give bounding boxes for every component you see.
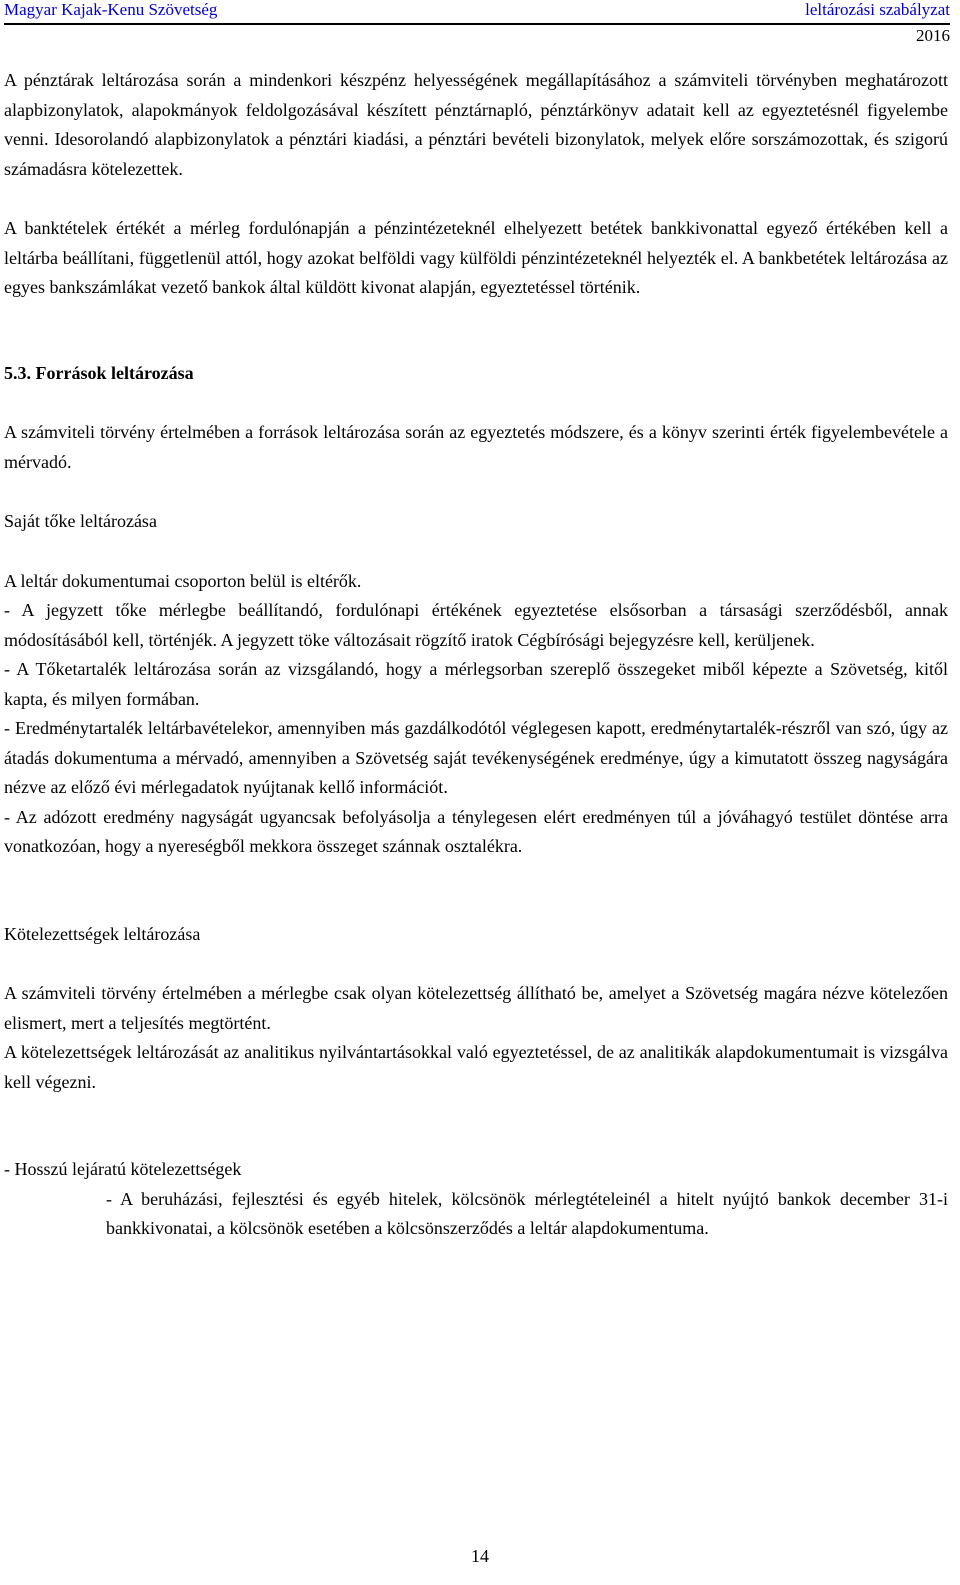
- equity-title: Saját tőke leltározása: [4, 511, 157, 531]
- document-body: [4, 66, 948, 1244]
- paragraph-bank-inventory: A banktételek értékét a mérleg fordulónapján a pénzintézeteknél elhelyezett betétek bankkivonattal egyező értékében kell a leltárba beállítani, függetlenül attól, hogy azokat belföldi vagy külföldi pénzintézeteknél helyezték el. A bankbetétek leltározása az egyes bankszámlákat vezető bankok által küldött kivonat alapján, egyeztetéssel történik.: [4, 218, 948, 297]
- paragraph-cash-inventory: A pénztárak leltározása során a mindenkori készpénz helyességének megállapításához a számviteli törvényben meghatározott alapbizonylatok, alapokmányok feldolgozásával készített pénztárnapló, pénztárkönyv adatait kell az egyeztetésnél figyelembe venni. Idesorolandó alapbizonylatok a pénztári kiadási, a pénztári bevételi bizonylatok, melyek előre sorszámozottak, és szigorú számadásra kötelezettek.: [4, 70, 948, 179]
- equity-line: A leltár dokumentumai csoporton belül is eltérők.: [4, 570, 362, 591]
- equity-item-capital-reserve: - A Tőketartalék leltározása során az vizsgálandó, hogy a mérlegsorban szereplő összegeket miből képezte a Szövetség, kitől kapta, és milyen formában.: [4, 659, 948, 709]
- equity-item-subscribed-capital: - A jegyzett tőke mérlegbe beállítandó, fordulónapi értékének egyeztetése elsősorban a társasági szerződésből, annak módosításából kell, történjék. A jegyzett töke változásait rögzítő iratok Cégbírósági bejegyzésre kell, kerüljenek.: [4, 600, 948, 650]
- long-term-liabilities-title: - Hosszú lejáratú kötelezettségek: [4, 1159, 242, 1179]
- header-divider: [4, 23, 950, 25]
- long-term-liabilities-item: - A beruházási, fejlesztési és egyéb hitelek, kölcsönök mérlegtételeinél a hitelt nyújtó bankok december 31-i bankkivonatai, a kölcsönök esetében a kölcsönszerződés a leltár alapdokumentuma.: [106, 1188, 948, 1238]
- liabilities-paragraph-1: A számviteli törvény értelmében a mérlegbe csak olyan kötelezettség állítható be, amelyet a Szövetség magára nézve kötelezően elismert, mert a teljesítés megtörtént.: [4, 983, 948, 1033]
- header-year: 2016: [916, 26, 950, 45]
- equity-item-after-tax-result: - Az adózott eredmény nagyságát ugyancsak befolyásolja a ténylegesen elért eredményen túl a jóváhagyó testület döntése arra vonatkozóan, hogy a nyereségből mekkora összeget szánnak osztalékra.: [4, 806, 948, 856]
- section-heading: 5.3. Források leltározása: [4, 362, 194, 383]
- section-intro: A számviteli törvény értelmében a források leltározása során az egyeztetés módszere, és a könyv szerinti érték figyelembevétele a mérvadó.: [4, 422, 948, 472]
- equity-item-retained-earnings: - Eredménytartalék leltárbavételekor, amennyiben más gazdálkodótól véglegesen kapott, eredménytartalék-részről van szó, úgy az átadás dokumentuma a mérvadó, amennyiben a Szövetség saját tevékenységének eredménye, úgy a kimutatott összeg nagyságára nézve az előző évi mérlegadatok nyújtanak kellő információt.: [4, 718, 948, 797]
- liabilities-paragraph-2: A kötelezettségek leltározását az analitikus nyilvántartásokkal való egyeztetéssel, de az analitikák alapdokumentumait is vizsgálva kell végezni.: [4, 1042, 948, 1092]
- liabilities-title: Kötelezettségek leltározása: [4, 923, 201, 944]
- page-number: 14: [471, 1546, 489, 1566]
- header-organization: Magyar Kajak-Kenu Szövetség: [4, 0, 218, 19]
- header-document-title: leltározási szabályzat: [805, 0, 950, 19]
